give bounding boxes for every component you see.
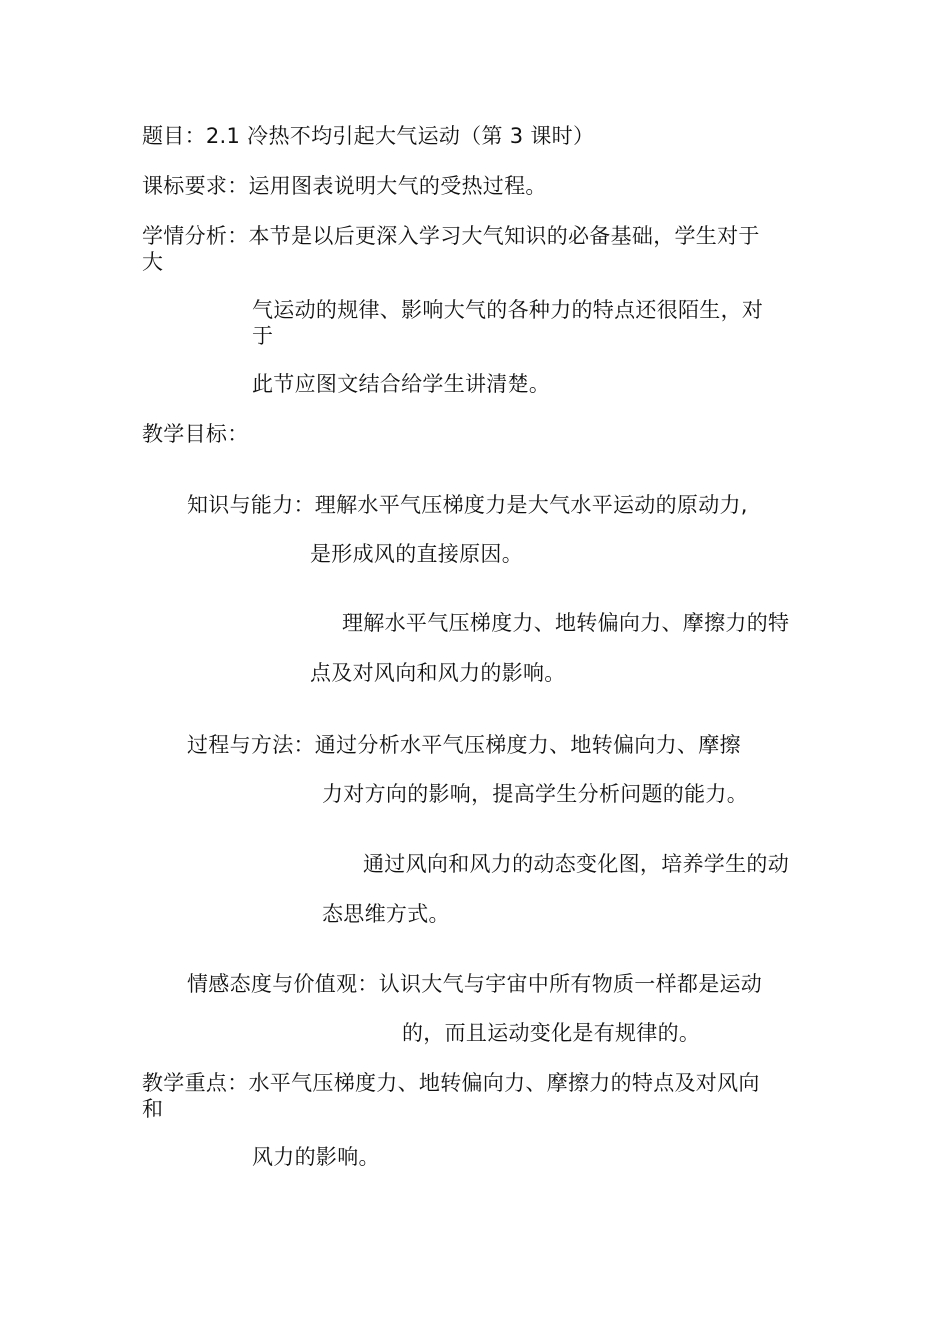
emotion-values-line-2: 的，而且运动变化是有规律的。	[402, 1021, 701, 1045]
process-method-line-1: 过程与方法：通过分析水平气压梯度力、地转偏向力、摩擦	[187, 733, 741, 757]
emotion-values-line-1: 情感态度与价值观：认识大气与宇宙中所有物质一样都是运动	[187, 972, 763, 996]
title-line: 题目：2.1 冷热不均引起大气运动（第 3 课时）	[142, 124, 595, 148]
process-method-line-4: 态思维方式。	[322, 902, 450, 926]
key-points-line-3: 风力的影响。	[252, 1145, 380, 1169]
process-method-line-3: 通过风向和风力的动态变化图，培养学生的动	[363, 852, 789, 876]
knowledge-ability-line-1: 知识与能力：理解水平气压梯度力是大气水平运动的原动力,	[187, 493, 748, 517]
learner-analysis-line-3: 气运动的规律、影响大气的各种力的特点还很陌生，对	[252, 298, 764, 322]
knowledge-ability-line-2: 是形成风的直接原因。	[310, 542, 523, 566]
curriculum-requirement: 课标要求：运用图表说明大气的受热过程。	[142, 174, 547, 198]
learner-analysis-line-5: 此节应图文结合给学生讲清楚。	[252, 372, 551, 396]
process-method-line-2: 力对方向的影响，提高学生分析问题的能力。	[322, 782, 748, 806]
knowledge-ability-line-4: 点及对风向和风力的影响。	[310, 661, 566, 685]
learner-analysis-line-1: 学情分析：本节是以后更深入学习大气知识的必备基础，学生对于	[142, 224, 760, 248]
teaching-goals-heading: 教学目标：	[142, 422, 249, 446]
key-points-line-1: 教学重点：水平气压梯度力、地转偏向力、摩擦力的特点及对风向	[142, 1071, 760, 1095]
learner-analysis-line-2: 大	[142, 250, 164, 274]
learner-analysis-line-4: 于	[252, 324, 274, 348]
key-points-line-2: 和	[142, 1097, 164, 1121]
knowledge-ability-line-3: 理解水平气压梯度力、地转偏向力、摩擦力的特	[342, 611, 790, 635]
